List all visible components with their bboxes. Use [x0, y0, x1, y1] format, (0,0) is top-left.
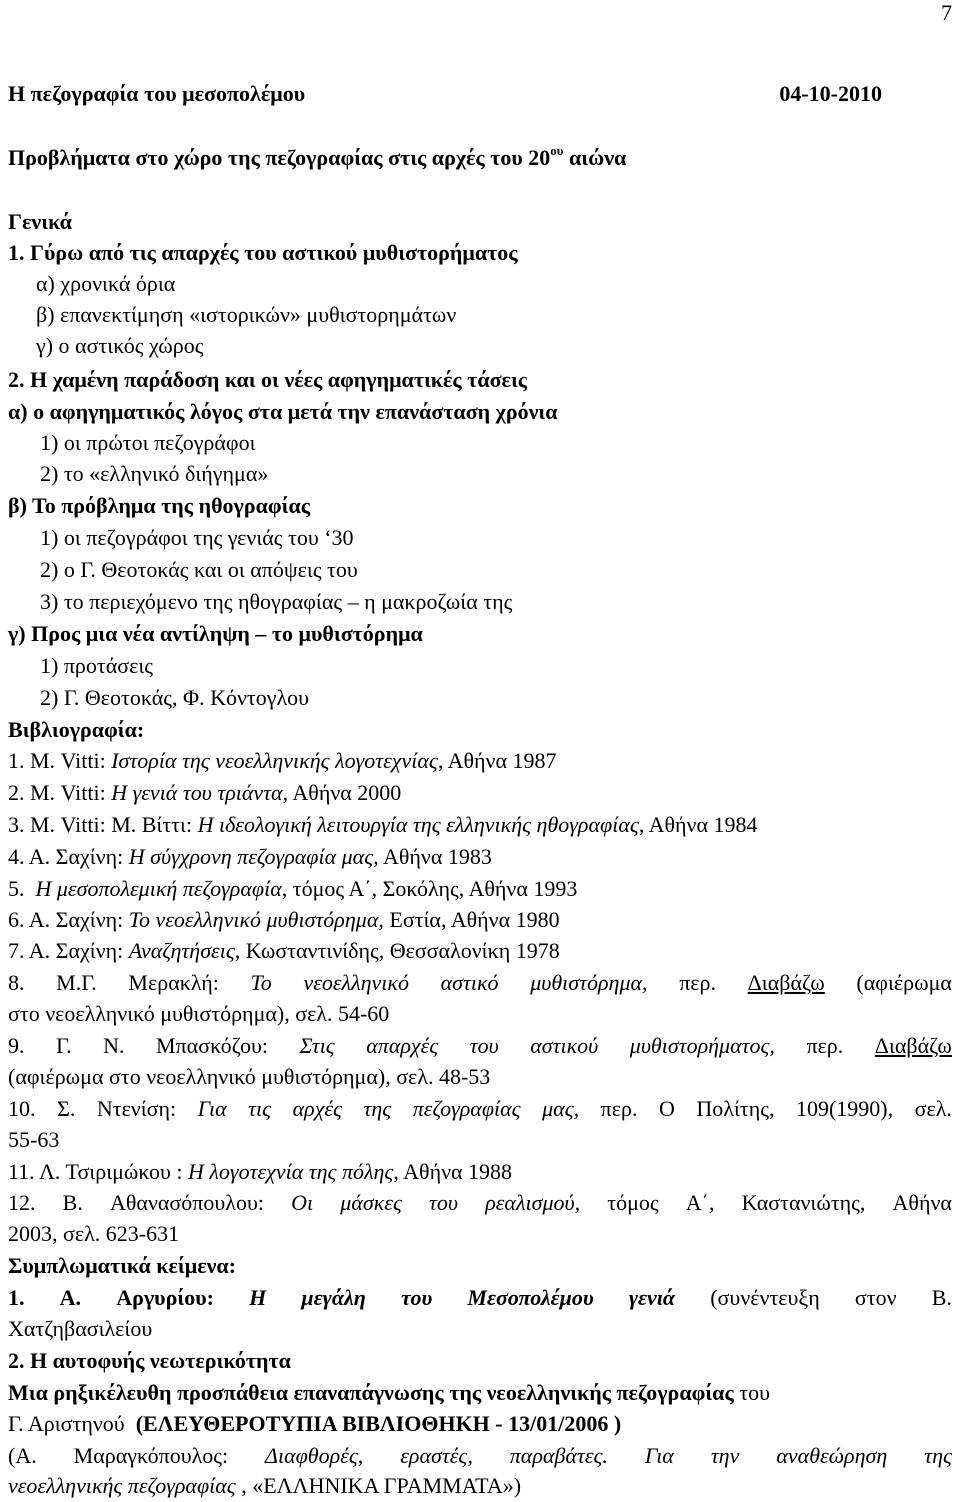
- text-run: παραβάτες.: [509, 1443, 608, 1468]
- text-run: Διαβάζω: [874, 1033, 952, 1058]
- text-run: Β.: [62, 1190, 83, 1215]
- text-run: Ιστορία της νεοελληνικής λογοτεχνίας: [111, 748, 438, 773]
- text-run: αρχές: [292, 1096, 342, 1121]
- text-run: , Αθήνα 1987: [437, 748, 557, 773]
- text-run: Β.: [931, 1285, 952, 1310]
- text-run: στον: [854, 1285, 897, 1310]
- text-run: Διαφθορές,: [265, 1443, 364, 1468]
- text-run: (συνέντευξη: [710, 1285, 820, 1310]
- bib-item-7: [8, 937, 952, 965]
- text-run: περ.: [600, 1096, 638, 1121]
- text-run: την: [710, 1443, 740, 1468]
- subtitle-text-end: αιώνα: [563, 145, 627, 170]
- text-run: Αναζητήσεις: [128, 938, 235, 963]
- text-run: τόμος: [607, 1190, 659, 1215]
- bib-item-9: [8, 1032, 952, 1060]
- text-run: Α΄,: [685, 1190, 715, 1215]
- text-run: Η σύγχρονη πεζογραφία μας: [128, 844, 374, 869]
- text-run: 2. Μ. Vitti:: [8, 780, 112, 805]
- text-run: Καστανιώτης,: [741, 1190, 866, 1215]
- text-run: (Α.: [8, 1443, 37, 1468]
- text-run: περ.: [679, 970, 717, 995]
- text-run: Η: [249, 1285, 267, 1310]
- text-run: Ντενίση:: [96, 1096, 177, 1121]
- section-2a-2: 2) το «ελληνικό διήγημα»: [40, 461, 269, 486]
- text-run: Μπασκόζου:: [156, 1033, 268, 1058]
- text-run: 5.: [8, 876, 36, 901]
- text-run: 109(1990),: [795, 1096, 894, 1121]
- subtitle-superscript: ου: [550, 142, 564, 158]
- bib-item-4: [8, 843, 952, 871]
- text-run: 7. Α. Σαχίνη:: [8, 938, 129, 963]
- text-run: Για: [197, 1096, 227, 1121]
- section-2b: β) Το πρόβλημα της ηθογραφίας: [8, 493, 311, 518]
- text-run: 9.: [8, 1033, 25, 1058]
- text-run: Αργυρίου:: [116, 1285, 214, 1310]
- section-1a: α) χρονικά όρια: [36, 271, 176, 296]
- text-run: σελ.: [914, 1096, 952, 1121]
- bib-item-11: [8, 1158, 952, 1186]
- supp-item-3-cont: [8, 1410, 952, 1438]
- bib-item-8-cont: στο νεοελληνικό μυθιστόρημα), σελ. 54-60: [8, 1001, 390, 1026]
- text-run: Το: [250, 970, 272, 995]
- bib-item-9-cont: (αφιέρωμα στο νεοελληνικό μυθιστόρημα), σελ. 48-53: [8, 1064, 491, 1089]
- section-2b-1: 1) οι πεζογράφοι της γενιάς του ‘30: [40, 525, 354, 550]
- text-run: Διαβάζω: [747, 970, 825, 995]
- text-run: της: [363, 1096, 392, 1121]
- text-run: , Αθήνα 1984: [638, 812, 758, 837]
- text-run: μεγάλη: [301, 1285, 366, 1310]
- text-run: Η μεσοπολεμική πεζογραφία: [35, 876, 282, 901]
- text-run: της: [924, 1443, 952, 1468]
- section-1b: β) επανεκτίμηση «ιστορικών» μυθιστορημάτων: [36, 302, 457, 327]
- subtitle-text: Προβλήματα στο χώρο της πεζογραφίας στις αρχές του 20: [8, 145, 551, 170]
- text-run: 1. Μ. Vitti:: [8, 748, 112, 773]
- text-run: νεοελληνικής πεζογραφίας: [8, 1473, 236, 1498]
- bib-item-5: [8, 875, 952, 903]
- text-run: Οι: [291, 1190, 314, 1215]
- section-2b-3: 3) το περιεχόμενο της ηθογραφίας – η μακροζωία της: [40, 589, 513, 614]
- text-run: Γ. Αριστηνού: [8, 1411, 136, 1436]
- text-run: αστικού: [530, 1033, 599, 1058]
- text-run: του: [429, 1190, 459, 1215]
- section-1-heading: 1. Γύρω από τις απαρχές του αστικού μυθιστορήματος: [8, 240, 518, 265]
- text-run: Μ.Γ.: [56, 970, 97, 995]
- bib-item-2: [8, 779, 952, 807]
- text-run: Η ιδεολογική λειτουργία της ελληνικής ηθογραφίας: [197, 812, 639, 837]
- text-run: Η λογοτεχνία της πόλης: [188, 1159, 394, 1184]
- text-run: Μερακλή:: [128, 970, 219, 995]
- text-run: Μια ρηξικέλευθη προσπάθεια επαναπάγνωσης της νεοελληνικής πεζογραφίας: [8, 1380, 734, 1405]
- bib-item-12: [8, 1189, 952, 1217]
- text-run: Μαραγκόπουλος:: [73, 1443, 229, 1468]
- text-run: Ν.: [103, 1033, 125, 1058]
- text-run: απαρχές: [366, 1033, 439, 1058]
- text-run: Γ.: [56, 1033, 72, 1058]
- text-run: πεζογραφίας: [412, 1096, 521, 1121]
- text-run: γενιά: [628, 1285, 676, 1310]
- text-run: 6. Α. Σαχίνη:: [8, 907, 129, 932]
- text-run: αναθεώρηση: [776, 1443, 888, 1468]
- bib-item-1: [8, 747, 952, 775]
- text-run: , «ΕΛΛΗΝΙΚΑ ΓΡΑΜΜΑΤΑ»): [235, 1473, 522, 1498]
- text-run: , Κωσταντινίδης, Θεσσαλονίκη 1978: [234, 938, 560, 963]
- bib-item-6: [8, 906, 952, 934]
- text-run: 11. Λ. Τσιριμώκου :: [8, 1159, 189, 1184]
- text-run: μάσκες: [340, 1190, 402, 1215]
- text-run: Μεσοπολέμου: [467, 1285, 594, 1310]
- supp-item-1: [8, 1284, 952, 1312]
- text-run: Ο: [659, 1096, 675, 1121]
- text-run: (ΕΛΕΥΘΕΡΟΤΥΠΙΑ ΒΙΒΛΙΟΘΗΚΗ - 13/01/2006 ): [135, 1411, 622, 1436]
- text-run: μυθιστόρημα,: [530, 970, 648, 995]
- text-run: Α.: [59, 1285, 82, 1310]
- supp-item-4-cont: [8, 1472, 952, 1500]
- text-run: του: [401, 1285, 433, 1310]
- text-run: 1.: [8, 1285, 25, 1310]
- page-subtitle: [8, 144, 952, 172]
- text-run: περ.: [806, 1033, 844, 1058]
- text-run: , Αθήνα 1988: [393, 1159, 513, 1184]
- text-run: 10.: [8, 1096, 36, 1121]
- bib-item-8: [8, 969, 952, 997]
- text-run: μυθιστορήματος,: [629, 1033, 775, 1058]
- text-run: Για: [644, 1443, 674, 1468]
- text-run: 12.: [8, 1190, 36, 1215]
- text-run: νεοελληνικό: [303, 970, 409, 995]
- section-1c: γ) ο αστικός χώρος: [36, 333, 204, 358]
- text-run: Αθήνα: [892, 1190, 952, 1215]
- text-run: Σ.: [57, 1096, 76, 1121]
- text-run: (αφιέρωμα: [856, 970, 952, 995]
- text-run: αστικό: [440, 970, 499, 995]
- bibliography-heading: Βιβλιογραφία:: [8, 717, 145, 742]
- supp-item-2: 2. Η αυτοφυής νεωτερικότητα: [8, 1348, 291, 1373]
- section-2a-1: 1) οι πρώτοι πεζογράφοι: [40, 430, 256, 455]
- text-run: μας,: [542, 1096, 580, 1121]
- text-run: ρεαλισμού,: [485, 1190, 581, 1215]
- text-run: του: [733, 1380, 770, 1405]
- text-run: Αθανασόπουλου:: [110, 1190, 264, 1215]
- text-run: τις: [248, 1096, 272, 1121]
- supp-item-1-cont: Χατζηβασιλείου: [8, 1316, 153, 1341]
- supp-item-3: [8, 1379, 952, 1407]
- text-run: εραστές,: [400, 1443, 473, 1468]
- bib-item-12-cont: 2003, σελ. 623-631: [8, 1221, 180, 1246]
- text-run: , τόμος Α΄, Σοκόλης, Αθήνα 1993: [281, 876, 578, 901]
- supp-item-4: [8, 1442, 952, 1470]
- section-2b-2: 2) ο Γ. Θεοτοκάς και οι απόψεις του: [40, 557, 358, 582]
- section-2c: γ) Προς μια νέα αντίληψη – το μυθιστόρημα: [8, 621, 423, 646]
- bib-item-10-cont: 55-63: [8, 1127, 60, 1152]
- section-2-heading: 2. Η χαμένη παράδοση και οι νέες αφηγηματικές τάσεις: [8, 367, 528, 392]
- text-run: , Εστία, Αθήνα 1980: [378, 907, 560, 932]
- section-general: Γενικά: [8, 209, 72, 234]
- text-run: , Αθήνα 2000: [282, 780, 402, 805]
- text-run: Το νεοελληνικό μυθιστόρημα: [128, 907, 379, 932]
- text-run: , Αθήνα 1983: [373, 844, 492, 869]
- text-run: 3. Μ. Vitti: Μ. Βίττι:: [8, 812, 198, 837]
- page-title-line: [8, 80, 952, 108]
- text-run: 8.: [8, 970, 25, 995]
- text-run: Πολίτης,: [696, 1096, 775, 1121]
- bib-item-3: [8, 811, 952, 839]
- bib-item-10: [8, 1095, 952, 1123]
- page-title: Η πεζογραφία του μεσοπολέμου: [8, 81, 306, 106]
- text-run: 4. Α. Σαχίνη:: [8, 844, 129, 869]
- page-number: 7: [941, 0, 952, 25]
- supplementary-heading: Συμπλωματικά κείμενα:: [8, 1253, 237, 1278]
- page-date: 04-10-2010: [779, 81, 882, 106]
- text-run: του: [469, 1033, 499, 1058]
- text-run: Η γενιά του τριάντα: [111, 780, 283, 805]
- text-run: Στις: [299, 1033, 335, 1058]
- section-2c-1: 1) προτάσεις: [40, 653, 154, 678]
- section-2a: α) ο αφηγηματικός λόγος στα μετά την επανάσταση χρόνια: [8, 399, 558, 424]
- section-2c-2: 2) Γ. Θεοτοκάς, Φ. Κόντογλου: [40, 685, 310, 710]
